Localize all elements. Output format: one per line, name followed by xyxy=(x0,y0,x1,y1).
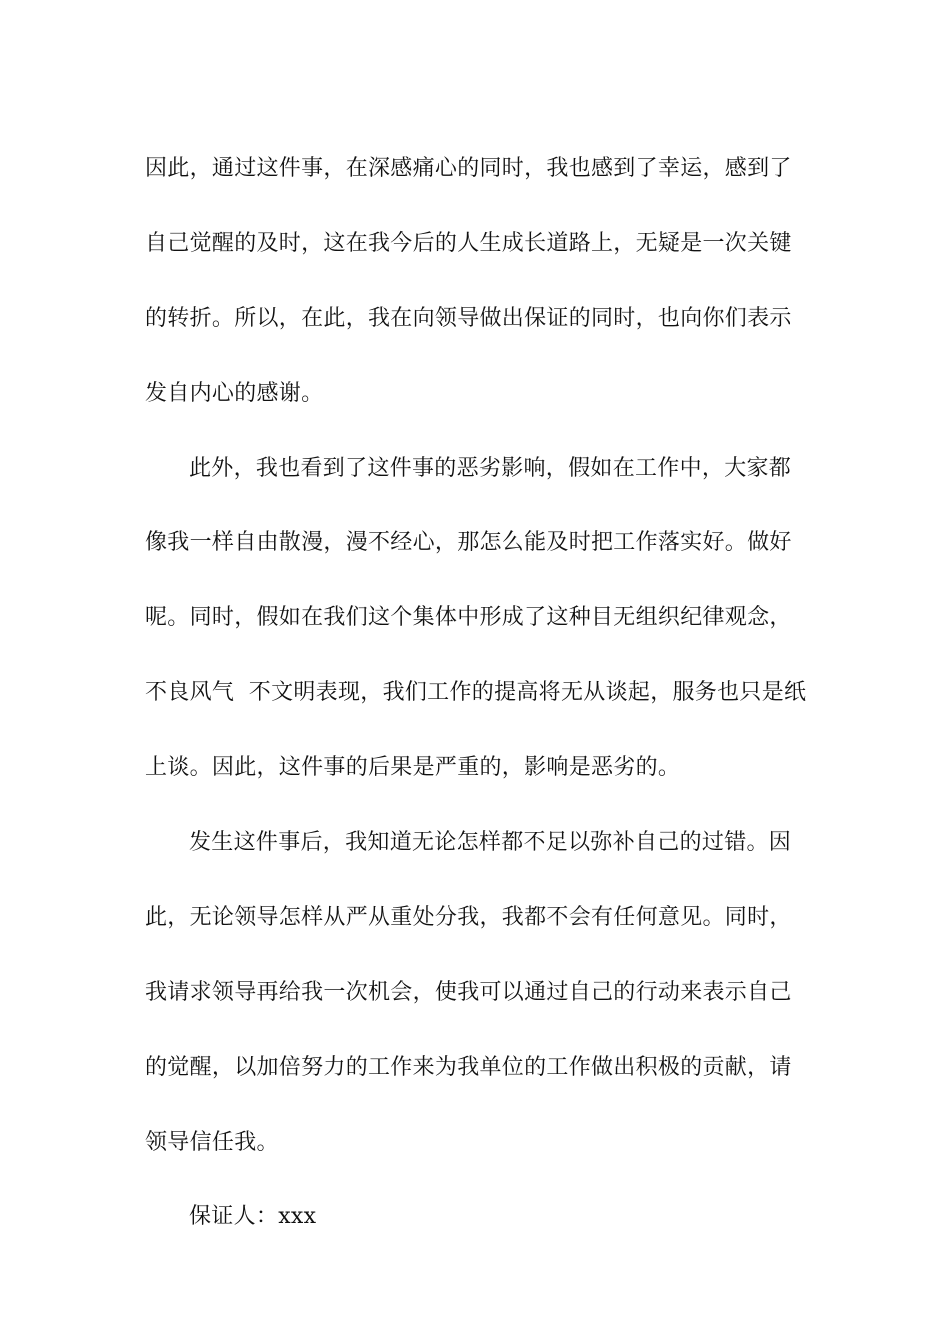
text-line: 自己觉醒的及时，这在我今后的人生成长道路上，无疑是一次关键 xyxy=(145,230,792,256)
text-line: 像我一样自由散漫，漫不经心，那怎么能及时把工作落实好。做好 xyxy=(145,530,792,556)
guarantor-line: 保证人：xxx xyxy=(189,1204,317,1230)
text-line: 发生这件事后，我知道无论怎样都不足以弥补自己的过错。因 xyxy=(189,830,792,856)
signature-paragraph xyxy=(145,1180,810,1255)
text-line: 因此，通过这件事，在深感痛心的同时，我也感到了幸运，感到了 xyxy=(145,156,792,181)
document-body xyxy=(145,132,810,1255)
text-line: 的转折。所以，在此，我在向领导做出保证的同时，也向你们表示 xyxy=(145,305,792,331)
text-line: 不良风气 不文明表现，我们工作的提高将无从谈起，服务也只是纸 xyxy=(145,680,807,706)
text-line: 我请求领导再给我一次机会，使我可以通过自己的行动来表示自己 xyxy=(145,979,792,1005)
text-line: 呢。同时，假如在我们这个集体中形成了这种目无组织纪律观念， xyxy=(145,605,792,631)
text-line: 的觉醒，以加倍努力的工作来为我单位的工作做出积极的贡献，请 xyxy=(145,1054,792,1080)
paragraph-2 xyxy=(145,432,810,806)
text-line: 上谈。因此，这件事的后果是严重的，影响是恶劣的。 xyxy=(145,755,681,781)
paragraph-1 xyxy=(145,132,810,432)
text-line: 此，无论领导怎样从严从重处分我，我都不会有任何意见。同时， xyxy=(145,904,792,930)
paragraph-3 xyxy=(145,806,810,1180)
text-line: 此外，我也看到了这件事的恶劣影响，假如在工作中，大家都 xyxy=(189,455,792,481)
text-line: 领导信任我。 xyxy=(145,1129,279,1155)
text-line: 发自内心的感谢。 xyxy=(145,380,324,406)
